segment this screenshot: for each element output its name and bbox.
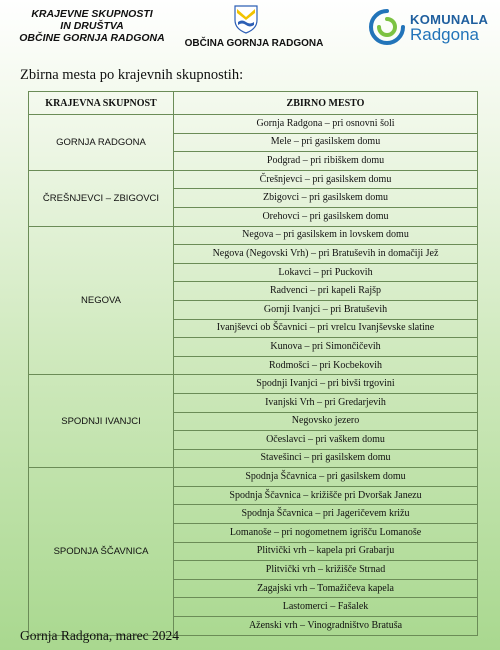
table-header-row: [29, 92, 478, 115]
collection-point: Lastomerci – Fašalek: [174, 598, 478, 617]
komunala-logo: [368, 8, 496, 46]
table-row: [29, 115, 478, 134]
collection-point: Stavešinci – pri gasilskem domu: [174, 449, 478, 468]
table-row: [29, 170, 478, 189]
collection-point: Radvenci – pri kapeli Rajšp: [174, 282, 478, 301]
collection-point: Spodnja Ščavnica – pri Jageričevem križu: [174, 505, 478, 524]
collection-point: Lokavci – pri Puckovih: [174, 263, 478, 282]
community-name: GORNJA RADGONA: [29, 115, 174, 171]
municipality-title: OBČINA GORNJA RADGONA: [184, 38, 324, 49]
collection-point: Orehovci – pri gasilskem domu: [174, 207, 478, 226]
municipality-crest-icon: [233, 4, 259, 34]
collection-point: Ivanjševci ob Ščavnici – pri vrelcu Ivanjševske slatine: [174, 319, 478, 338]
collection-point: Aženski vrh – Vinogradništvo Bratuša: [174, 617, 478, 636]
collection-point: Gornja Radgona – pri osnovni šoli: [174, 115, 478, 134]
column-header-community: KRAJEVNA SKUPNOST: [29, 92, 174, 115]
collection-point: Podgrad – pri ribiškem domu: [174, 152, 478, 171]
collection-point: Plitvički vrh – kapela pri Grabarju: [174, 542, 478, 561]
collection-point: Spodnja Ščavnica – križišče pri Dvoršak Janezu: [174, 486, 478, 505]
collection-point: Negova (Negovski Vrh) – pri Bratuševih in domačiji Jež: [174, 245, 478, 264]
collection-point: Mele – pri gasilskem domu: [174, 133, 478, 152]
collection-point: Zbigovci – pri gasilskem domu: [174, 189, 478, 208]
radgona-logo-text: Radgona: [410, 25, 480, 44]
table-row: [29, 468, 478, 487]
intro-text: Zbirna mesta po krajevnih skupnostih:: [20, 67, 244, 83]
collection-point: Spodnja Ščavnica – pri gasilskem domu: [174, 468, 478, 487]
collection-point: Kunova – pri Simončičevih: [174, 338, 478, 357]
collection-points-table: [28, 91, 478, 636]
page-header: [0, 0, 500, 60]
table-body: [29, 115, 478, 636]
community-name: SPODNJA ŠČAVNICA: [29, 468, 174, 635]
community-name: SPODNJI IVANJCI: [29, 375, 174, 468]
collection-point: Zagajski vrh – Tomažičeva kapela: [174, 579, 478, 598]
collection-point: Negovsko jezero: [174, 412, 478, 431]
collection-point: Očeslavci – pri vaškem domu: [174, 431, 478, 450]
community-name: NEGOVA: [29, 226, 174, 375]
komunala-swirl-icon: [368, 8, 406, 46]
table-row: [29, 375, 478, 394]
collection-point: Črešnjevci – pri gasilskem domu: [174, 170, 478, 189]
associations-title: KRAJEVNE SKUPNOSTI IN DRUŠTVA OBČINE GORNJA RADGONA: [19, 8, 165, 44]
collection-point: Negova – pri gasilskem in lovskem domu: [174, 226, 478, 245]
collection-point: Lomanoše – pri nogometnem igrišču Lomanoše: [174, 524, 478, 543]
collection-point: Ivanjski Vrh – pri Gredarjevih: [174, 393, 478, 412]
community-name: ČREŠNJEVCI – ZBIGOVCI: [29, 170, 174, 226]
footer-date-line: Gornja Radgona, marec 2024: [20, 628, 179, 643]
table-row: [29, 226, 478, 245]
komunala-logo-text: KOMUNALA: [410, 12, 489, 27]
collection-point: Gornji Ivanjci – pri Bratuševih: [174, 300, 478, 319]
collection-point: Rodmošci – pri Kocbekovih: [174, 356, 478, 375]
collection-point: Spodnji Ivanjci – pri bivši trgovini: [174, 375, 478, 394]
collection-point: Plitvički vrh – križišče Strnad: [174, 561, 478, 580]
column-header-collection-point: ZBIRNO MESTO: [174, 92, 478, 115]
